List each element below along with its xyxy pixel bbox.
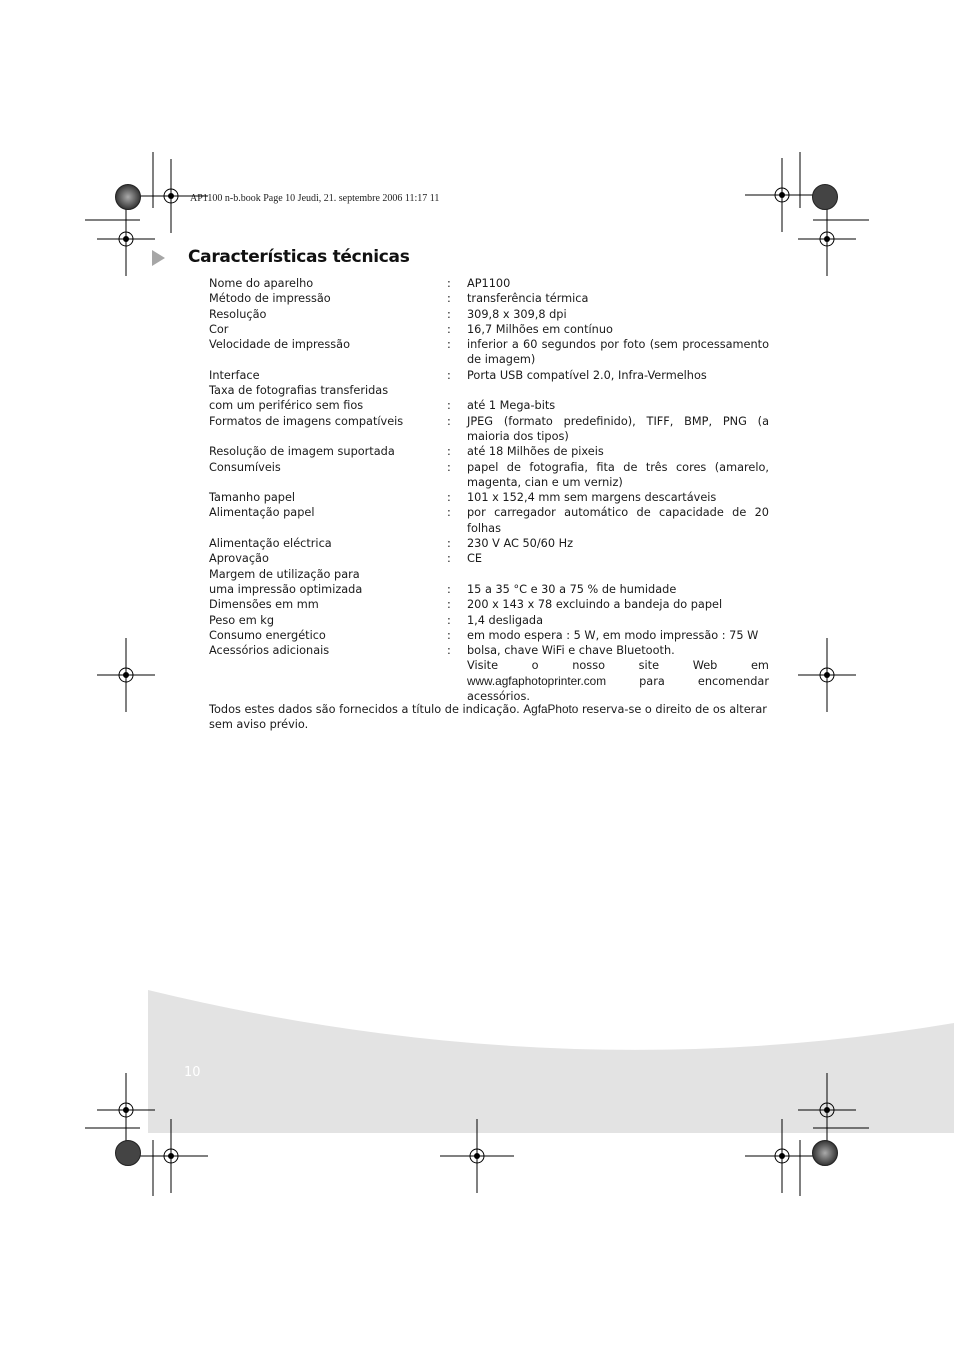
- spec-row: [209, 628, 769, 643]
- spec-label: Alimentação papel: [209, 506, 315, 520]
- spec-label: Resolução de imagem suportada: [209, 445, 395, 459]
- spec-separator: :: [447, 292, 451, 306]
- spec-value: em modo espera : 5 W, em modo impressão : 75 W: [467, 628, 759, 642]
- spec-label: Dimensões em mm: [209, 598, 319, 612]
- spec-separator: :: [447, 277, 451, 290]
- website-word: Web: [692, 659, 718, 673]
- spec-row: [209, 337, 769, 368]
- spec-row: [209, 291, 769, 306]
- spec-separator: :: [447, 582, 451, 596]
- spec-row: [209, 307, 769, 322]
- spec-separator: :: [447, 613, 451, 627]
- spec-label: Aprovação: [209, 552, 269, 566]
- spec-label: com um periférico sem fios: [209, 399, 364, 413]
- spec-separator: :: [447, 414, 451, 428]
- spec-value: 309,8 x 309,8 dpi: [467, 307, 567, 321]
- spec-label: Cor: [209, 322, 229, 336]
- website-word: em: [750, 659, 769, 673]
- spec-value: 1,4 desligada: [467, 613, 544, 627]
- registration-mark-icon: [97, 638, 155, 712]
- spec-value: por carregador automático de capacidade de 20 folhas: [467, 506, 769, 535]
- spec-separator: :: [447, 644, 451, 658]
- page-number: 10: [184, 1065, 201, 1080]
- spec-label: uma impressão optimizada: [209, 582, 363, 596]
- spec-label: Alimentação eléctrica: [209, 537, 332, 551]
- page-title: Características técnicas: [188, 247, 410, 267]
- spec-separator: :: [447, 460, 451, 474]
- spec-value: papel de fotografia, fita de três cores (amarelo, magenta, cian e um verniz): [467, 460, 769, 489]
- spec-value: JPEG (formato predefinido), TIFF, BMP, PNG (a maioria dos tipos): [467, 414, 769, 443]
- website-url-line: [467, 674, 769, 689]
- star-target-icon: [116, 185, 141, 210]
- registration-mark-icon: [97, 202, 155, 276]
- spec-row: [209, 460, 769, 491]
- registration-mark-icon: [745, 158, 819, 232]
- website-word: o: [531, 659, 539, 673]
- star-target-icon: [116, 1141, 141, 1166]
- website-word: para: [639, 674, 665, 688]
- spec-row: [209, 276, 769, 291]
- spec-label: Formatos de imagens compatíveis: [209, 414, 404, 428]
- spec-value: 230 V AC 50/60 Hz: [467, 537, 574, 551]
- spec-row: [209, 597, 769, 612]
- spec-row: [209, 398, 769, 413]
- spec-label: Velocidade de impressão: [209, 338, 350, 352]
- spec-value: transferência térmica: [467, 292, 589, 306]
- spec-row: [209, 582, 769, 597]
- spec-separator: :: [447, 628, 451, 642]
- spec-separator: :: [447, 491, 451, 505]
- website-word: site: [638, 659, 660, 673]
- spec-row: [209, 444, 769, 459]
- registration-mark-icon: [798, 202, 856, 276]
- spec-value: inferior a 60 segundos por foto (sem processamento de imagem): [467, 338, 769, 367]
- spec-value: 15 a 35 °C e 30 a 75 % de humidade: [467, 582, 677, 596]
- spec-value: até 18 Milhões de pixeis: [467, 445, 604, 459]
- spec-value: até 1 Mega-bits: [467, 399, 556, 413]
- spec-row: [209, 567, 769, 582]
- spec-value: 200 x 143 x 78 excluindo a bandeja do papel: [467, 598, 723, 612]
- spec-separator: :: [447, 338, 451, 352]
- spec-separator: :: [447, 399, 451, 413]
- spec-row: [209, 490, 769, 505]
- website-note-end: acessórios.: [467, 690, 530, 704]
- registration-mark-icon: [798, 638, 856, 712]
- section-arrow-icon: [151, 250, 165, 266]
- spec-row: [209, 613, 769, 628]
- spec-label: Peso em kg: [209, 613, 275, 627]
- star-target-icon: [813, 185, 838, 210]
- spec-row: [209, 322, 769, 337]
- website-note-line: [467, 658, 769, 673]
- spec-separator: :: [447, 598, 451, 612]
- spec-value: 101 x 152,4 mm sem margens descartáveis: [467, 491, 717, 505]
- spec-row: [209, 536, 769, 551]
- spec-table: [209, 276, 769, 704]
- spec-separator: :: [447, 322, 451, 336]
- spec-row: [209, 551, 769, 566]
- spec-label: Método de impressão: [209, 292, 331, 306]
- spec-label: Consumo energético: [209, 628, 326, 642]
- spec-row: [209, 368, 769, 383]
- accessories-text: bolsa, chave WiFi e chave Bluetooth.: [467, 644, 675, 658]
- disclaimer-text: Todos estes dados são fornecidos a título de indicação.: [209, 703, 524, 716]
- spec-label: Acessórios adicionais: [209, 644, 330, 658]
- spec-row: [209, 414, 769, 445]
- spec-value: [467, 643, 769, 704]
- spec-row: [209, 383, 769, 398]
- spec-value: Porta USB compatível 2.0, Infra-Vermelhos: [467, 368, 707, 382]
- brand-name: AgfaPhoto: [523, 702, 579, 716]
- spec-value: 16,7 Milhões em contínuo: [467, 322, 613, 336]
- book-header-line: AP1100 n-b.book Page 10 Jeudi, 21. septembre 2006 11:17 11: [190, 193, 440, 204]
- spec-label: Nome do aparelho: [209, 277, 314, 290]
- spec-label: Margem de utilização para: [209, 567, 360, 581]
- website-word: Visite: [467, 659, 499, 673]
- spec-separator: :: [447, 506, 451, 520]
- spec-row: [209, 643, 769, 704]
- spec-separator: :: [447, 552, 451, 566]
- footer-band: [0, 985, 954, 1135]
- spec-value: AP1100: [467, 277, 511, 290]
- spec-separator: :: [447, 368, 451, 382]
- website-word: encomendar: [697, 674, 769, 688]
- spec-separator: :: [447, 537, 451, 551]
- spec-row: [209, 505, 769, 536]
- spec-label: Consumíveis: [209, 460, 281, 474]
- spec-separator: :: [447, 307, 451, 321]
- spec-separator: :: [447, 445, 451, 459]
- spec-label: Interface: [209, 368, 260, 382]
- spec-label: Taxa de fotografias transferidas: [209, 384, 389, 398]
- spec-label: Tamanho papel: [209, 491, 296, 505]
- spec-value: CE: [467, 552, 483, 566]
- website-word: nosso: [572, 659, 605, 673]
- disclaimer-paragraph: [209, 702, 769, 733]
- website-url-link[interactable]: www.agfaphotoprinter.com: [467, 673, 607, 688]
- star-target-icon: [813, 1141, 838, 1166]
- spec-label: Resolução: [209, 307, 267, 321]
- disclaimer-text-end: reserva-se o direito de os alterar sem aviso prévio.: [209, 703, 767, 732]
